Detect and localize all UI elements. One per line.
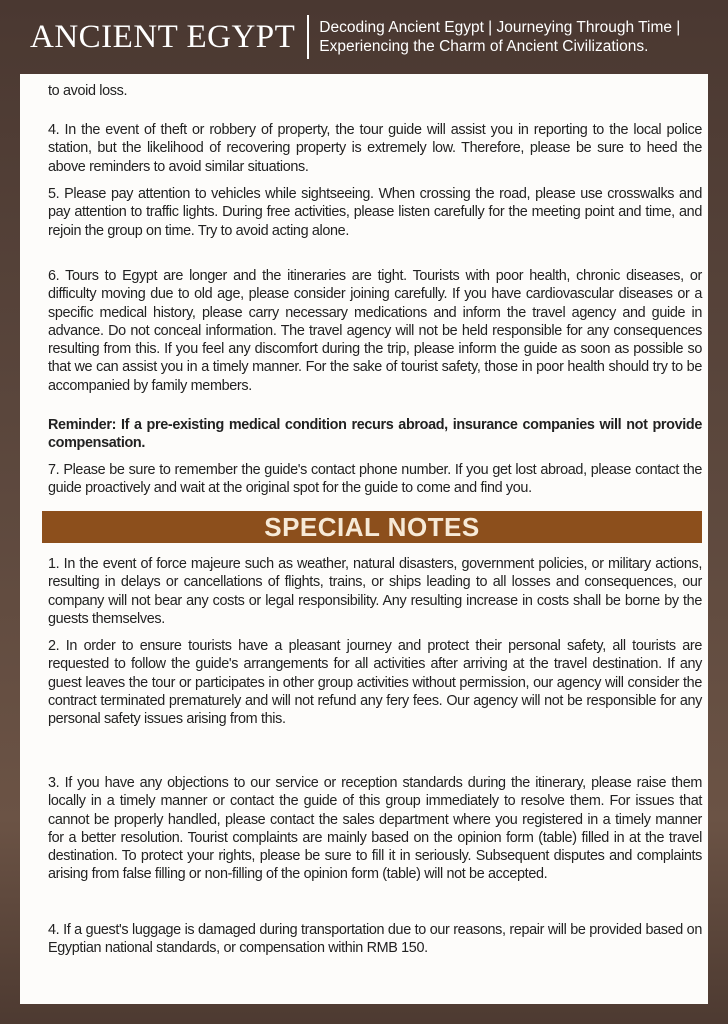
paragraph-item-7: 7. Please be sure to remember the guide's contact phone number. If you get lost abroad, please contact the guide proactively and wait at the original spot for the guide to come and find you. bbox=[48, 462, 702, 497]
special-note-1: 1. In the event of force majeure such as weather, natural disasters, government policies, or military actions, resulting in delays or cancellations of flights, trains, or ships leading to all losses and consequences, our company will not bear any costs or legal responsibility. Any resulting increase in costs shall be borne by the guests themselves. bbox=[48, 556, 702, 627]
intro-text: to avoid loss. bbox=[48, 83, 128, 99]
special-note-2: 2. In order to ensure tourists have a pleasant journey and protect their personal safety, all tourists are requested to follow the guide's arrangements for all activities after arriving at the travel destination. If any guest leaves the tour or participates in other group activities without permission, our agency will consider the contract terminated prematurely and will not refund any fery fees. Our agency will not be responsible for any personal safety issues arising from this. bbox=[48, 638, 702, 728]
special-notes-banner bbox=[42, 511, 702, 543]
paragraph-item-4: 4. In the event of theft or robbery of property, the tour guide will assist you in reporting to the local police station, but the likelihood of recovering property is extremely low. Therefore, please be sure to heed the above reminders to avoid similar situations. bbox=[48, 122, 702, 175]
special-note-4: 4. If a guest's luggage is damaged during transportation due to our reasons, repair will be provided based on Egyptian national standards, or compensation within RMB 150. bbox=[48, 922, 702, 957]
brand-title: ANCIENT EGYPT bbox=[30, 18, 296, 55]
tagline-line-2: Experiencing the Charm of Ancient Civilizations. bbox=[319, 38, 649, 55]
content-panel bbox=[20, 74, 708, 1004]
page-header bbox=[0, 0, 728, 74]
reminder-text: Reminder: If a pre-existing medical condition recurs abroad, insurance companies will not provide compensation. bbox=[48, 417, 702, 452]
tagline-line-1: Decoding Ancient Egypt | Journeying Through Time | bbox=[319, 19, 681, 36]
paragraph-item-5: 5. Please pay attention to vehicles while sightseeing. When crossing the road, please use crosswalks and pay attention to traffic lights. During free activities, please listen carefully for the meeting point and time, and rejoin the group on time. Try to avoid acting alone. bbox=[48, 186, 702, 239]
special-notes-title: SPECIAL NOTES bbox=[264, 511, 480, 542]
header-tagline bbox=[319, 18, 680, 56]
header-divider bbox=[307, 15, 309, 59]
special-note-3: 3. If you have any objections to our service or reception standards during the itinerary, please raise them locally in a timely manner or contact the guide of this group immediately to resolve them. For issues that cannot be properly handled, please contact the sales department where you registered in a timely manner for a better resolution. Tourist complaints are mainly based on the opinion form (table) filled in at the travel destination. To protect your rights, please be sure to fill it in seriously. Subsequent disputes and complaints arising from false filling or non-filling of the opinion form (table) will not be accepted. bbox=[48, 775, 702, 883]
paragraph-item-6: 6. Tours to Egypt are longer and the itineraries are tight. Tourists with poor health, chronic diseases, or difficulty moving due to old age, please consider joining carefully. If you have cardiovascular diseases or a specific medical history, please carry necessary medications and inform the travel agency and guide in advance. Do not conceal information. The travel agency will not be held responsible for any consequences resulting from this. If you feel any discomfort during the trip, please inform the guide as soon as possible so that we can assist you in a timely manner. For the sake of tourist safety, those in poor health should try to be accompanied by family members. bbox=[48, 268, 702, 394]
